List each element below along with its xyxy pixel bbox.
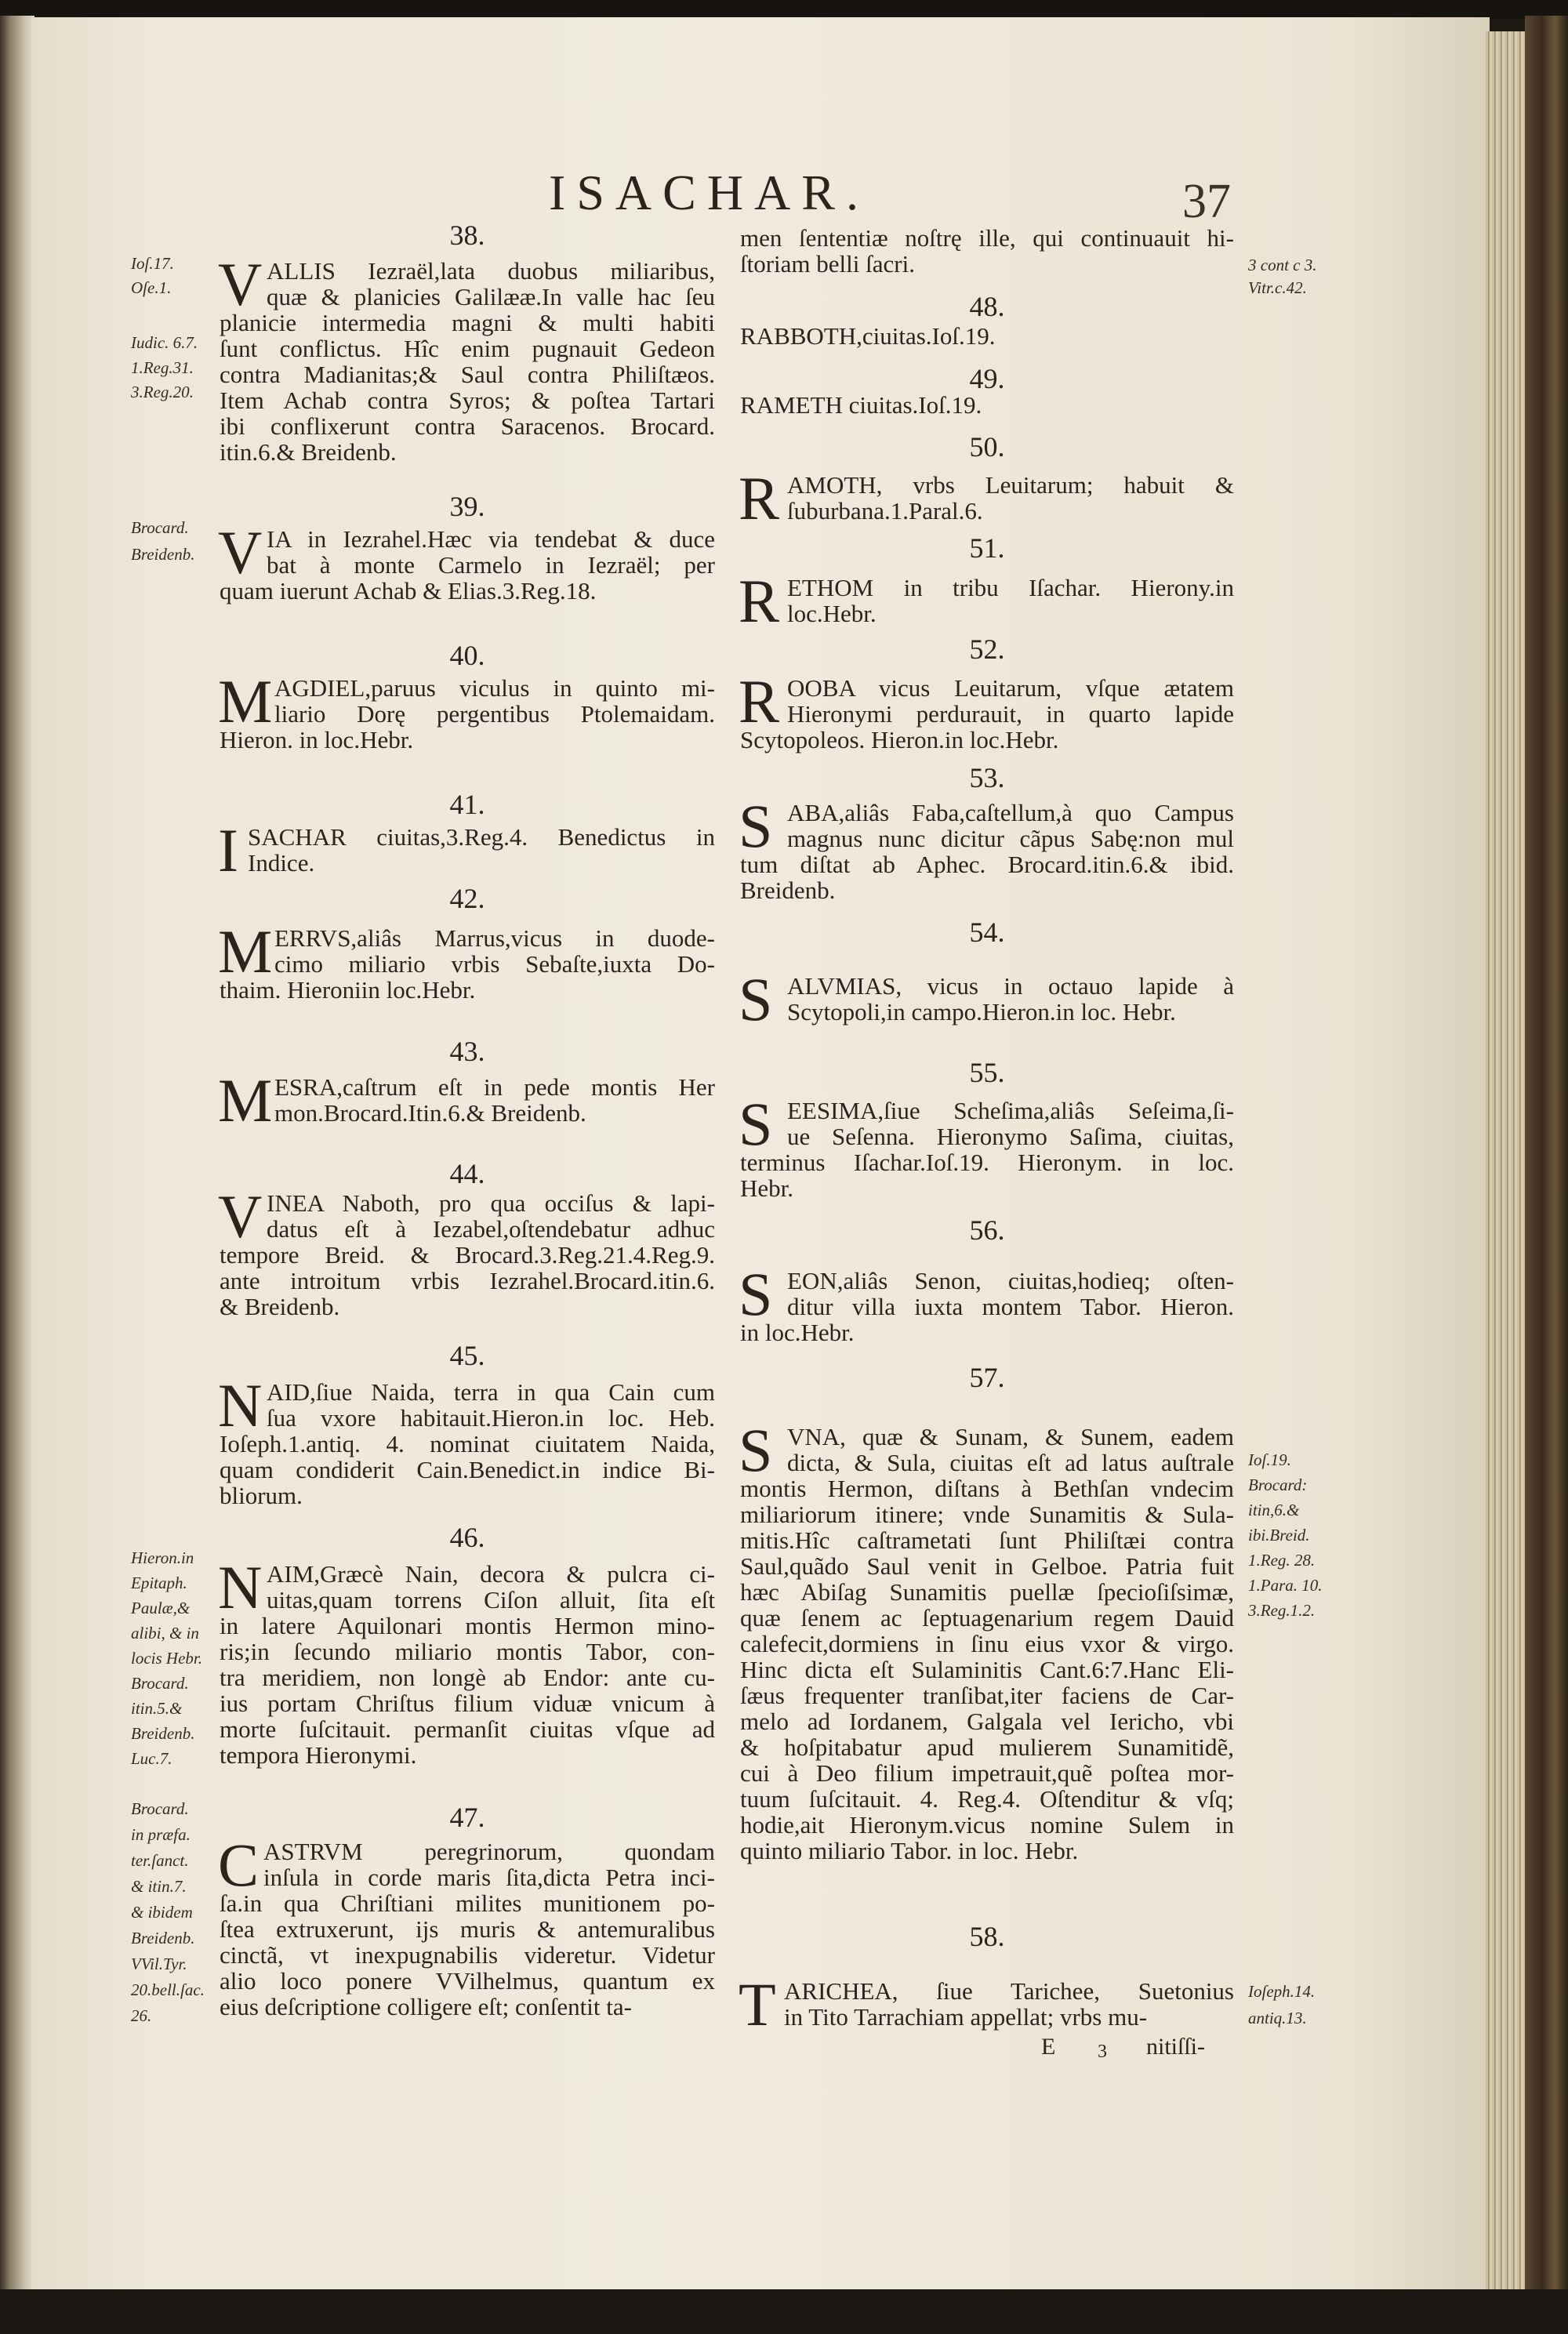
drop-cap-initial: T (739, 1970, 776, 2038)
text-line: Hebr. (740, 1174, 794, 1202)
margin-note: Breidenb. (131, 1929, 195, 1947)
margin-note: 1.Para. 10. (1248, 1576, 1323, 1595)
text-line: tum diſtat ab Aphec. Brocard.itin.6.& ibid. (740, 851, 1234, 878)
margin-note: in præfa. (131, 1825, 191, 1844)
text-line: montis Hermon, diſtans à Bethſan vndecim (740, 1475, 1234, 1502)
margin-note: 3.Reg.1.2. (1248, 1601, 1316, 1620)
text-line: EESIMA,ſiue Scheſima,aliâs Seſeima,ſi- (787, 1097, 1234, 1124)
text-line: Saul,quãdo Saul venit in Gelboe. Patria fuit (740, 1552, 1234, 1580)
drop-cap-initial: S (739, 1416, 773, 1484)
text-line: Item Achab contra Syros; & poſtea Tartari (220, 387, 715, 414)
text-line: ditur villa iuxta montem Tabor. Hieron. (787, 1293, 1234, 1320)
text-line: men ſententiæ noſtrę ille, qui continuauit hi- (740, 224, 1234, 252)
entry-number: 39. (449, 491, 485, 522)
text-line: OOBA vicus Leuitarum, vſque ætatem (787, 674, 1234, 702)
text-line: Breidenb. (740, 877, 836, 904)
text-line: eius deſcriptione colligere eſt; conſentit ta- (220, 1993, 632, 2020)
drop-cap-initial: S (739, 1260, 773, 1328)
text-line: loc.Hebr. (787, 600, 877, 627)
entry-number: 56. (969, 1214, 1005, 1246)
margin-note: Breidenb. (131, 1724, 195, 1743)
text-line: planicie intermedia magni & multi habiti (220, 309, 715, 336)
entry-number: 42. (449, 883, 485, 914)
entry-number: 41. (449, 789, 485, 820)
text-line: ius portam Chriſtus filium viduæ vnicum à (220, 1690, 715, 1717)
entry-number: 43. (449, 1036, 485, 1067)
text-line: ARICHEA, ſiue Tarichee, Suetonius (784, 1977, 1234, 2005)
text-line: Hieronymi perdurauit, in quarto lapide (787, 700, 1234, 728)
margin-note: Iudic. 6.7. (131, 333, 198, 352)
margin-note: & ibidem (131, 1903, 193, 1922)
margin-note: Hieron.in (131, 1548, 194, 1567)
drop-cap-initial: R (739, 567, 780, 635)
margin-note: Ioſeph.14. (1248, 1982, 1316, 2001)
text-line: ſæus frequenter tranſibat,iter faciens de Car- (740, 1682, 1234, 1709)
text-line: cimo miliario vrbis Sebaſte,iuxta Do- (274, 950, 715, 978)
entry-number: 40. (449, 640, 485, 671)
text-line: Hieron. in loc.Hebr. (220, 726, 414, 753)
text-line: calefecit,dormiens in ſinu eius vxor & virgo. (740, 1630, 1234, 1657)
drop-cap-initial: M (218, 917, 273, 986)
text-line: ALVMIAS, vicus in octauo lapide à (787, 972, 1234, 1000)
margin-note: Brocard. (131, 518, 189, 537)
margin-note: Paulæ,& (131, 1599, 191, 1617)
margin-note: antiq.13. (1248, 2009, 1307, 2027)
drop-cap-initial: M (218, 667, 273, 735)
text-line: AIM,Græcè Nain, decora & pulcra ci- (267, 1560, 715, 1588)
text-line: ſtoriam belli ſacri. (740, 250, 915, 278)
margin-note: 26. (131, 2006, 152, 2025)
drop-cap-initial: N (218, 1371, 263, 1439)
margin-note: Brocard. (131, 1799, 189, 1818)
scan-top-border (0, 0, 1568, 19)
catchword: nitiſſi- (1146, 2034, 1205, 2060)
text-line: ibi conflixerunt contra Saracenos. Brocard. (220, 412, 715, 440)
text-line: Hinc dicta eſt Sulaminitis Cant.6:7.Hanc Eli- (740, 1656, 1234, 1683)
text-line: ris;in ſecundo miliario montis Tabor, con- (220, 1638, 715, 1665)
signature-number: 3 (1098, 2042, 1107, 2062)
margin-note: ibi.Breid. (1248, 1526, 1310, 1545)
margin-note: ter.ſanct. (131, 1851, 189, 1870)
text-line: melo ad Iordanem, Galgala vel Iericho, vbi (740, 1708, 1234, 1735)
entry-number: 52. (969, 633, 1005, 665)
text-line: tempora Hieronymi. (220, 1741, 417, 1769)
margin-note: VVil.Tyr. (131, 1955, 187, 1973)
text-line: ſuburbana.1.Paral.6. (787, 497, 983, 525)
margin-note: 3.Reg.20. (131, 383, 194, 401)
running-head-title: ISACHAR. (549, 165, 869, 220)
drop-cap-initial: V (218, 250, 263, 318)
margin-note: Oſe.1. (131, 278, 172, 297)
margin-note: itin.5.& (131, 1699, 183, 1718)
page-number: 37 (1182, 175, 1231, 228)
text-line: & hoſpitabatur apud mulierem Sunamitidẽ, (740, 1733, 1234, 1761)
text-line: VNA, quæ & Sunam, & Sunem, eadem (787, 1423, 1234, 1450)
drop-cap-initial: S (739, 965, 773, 1033)
margin-note: Brocard: (1248, 1476, 1308, 1494)
text-line: tuum ſuſcitauit. 4. Reg.4. Oſtenditur & vſq; (740, 1785, 1234, 1813)
text-line: ſtea extruxerunt, ijs muris & antemuralibus (220, 1915, 715, 1943)
text-line: & Breidenb. (220, 1293, 340, 1320)
text-line: ABA,aliâs Faba,caſtellum,à quo Campus (787, 799, 1234, 826)
text-line: ſa.in qua Chriſtiani milites munitionem po- (220, 1889, 715, 1917)
text-line: RABBOTH,ciuitas.Ioſ.19. (740, 322, 996, 350)
text-line: SACHAR ciuitas,3.Reg.4. Benedictus in (248, 823, 715, 851)
text-line: alio loco ponere VVilhelmus, quantum ex (220, 1967, 715, 1995)
text-line: magnus nunc dicitur cãpus Sabę:non mul (787, 825, 1234, 852)
text-line: ERRVS,aliâs Marrus,vicus in duode- (274, 924, 715, 952)
entry-number: 57. (969, 1362, 1005, 1393)
drop-cap-initial: R (739, 464, 780, 532)
margin-note: & itin.7. (131, 1877, 187, 1896)
text-line: bliorum. (220, 1482, 303, 1509)
margin-note: Vitr.c.42. (1248, 278, 1307, 297)
drop-cap-initial: S (739, 792, 773, 860)
text-line: liario Dorę pergentibus Ptolemaidam. (274, 700, 715, 728)
text-line: contra Madianitas;& Saul contra Philiſtæos. (220, 361, 715, 388)
facing-page-edge (0, 16, 34, 2334)
text-line: tra meridiem, non longè ab Endor: ante cu- (220, 1664, 715, 1691)
text-line: in Tito Tarrachiam appellat; vrbs mu- (784, 2003, 1148, 2031)
text-line: thaim. Hieroniin loc.Hebr. (220, 976, 476, 1004)
text-line: tempore Breid. & Brocard.3.Reg.21.4.Reg.9. (220, 1241, 715, 1269)
margin-note: 1.Reg.31. (131, 358, 194, 377)
margin-note: itin,6.& (1248, 1501, 1300, 1519)
entry-number: 47. (449, 1802, 485, 1833)
text-line: cinctã, vt inexpugnabilis videretur. Videtur (220, 1941, 715, 1969)
text-line: ETHOM in tribu Iſachar. Hierony.in (787, 574, 1234, 601)
text-line: ESRA,caſtrum eſt in pede montis Her (274, 1073, 715, 1101)
text-line: quinto miliario Tabor. in loc. Hebr. (740, 1837, 1079, 1864)
text-line: ſunt conflictus. Hîc enim pugnauit Gedeon (220, 335, 715, 362)
entry-number: 54. (969, 917, 1005, 948)
text-line: AMOTH, vrbs Leuitarum; habuit & (787, 471, 1234, 499)
margin-note: alibi, & in (131, 1624, 199, 1643)
text-line: miliariorum itinere; vnde Sunamitis & Sula- (740, 1501, 1234, 1528)
text-line: AID,ſiue Naida, terra in qua Cain cum (267, 1378, 715, 1406)
drop-cap-initial: I (218, 816, 238, 884)
text-line: INEA Naboth, pro qua occiſus & lapi- (267, 1189, 715, 1217)
text-line: Scytopoleos. Hieron.in loc.Hebr. (740, 726, 1059, 753)
text-line: in latere Aquilonari montis Hermon mino- (220, 1612, 715, 1639)
text-line: quæ ſenem ac ſeptuagenarium regem Dauid (740, 1604, 1234, 1632)
text-line: ASTRVM peregrinorum, quondam (263, 1838, 715, 1865)
signature-mark: E (1041, 2034, 1056, 2060)
text-line: mon.Brocard.Itin.6.& Breidenb. (274, 1099, 586, 1127)
text-line: Scytopoli,in campo.Hieron.in loc. Hebr. (787, 998, 1176, 1025)
text-line: in loc.Hebr. (740, 1319, 855, 1346)
text-line: ALLIS Iezraël,lata duobus miliaribus, (267, 257, 715, 285)
drop-cap-initial: N (218, 1553, 263, 1621)
text-line: mitis.Hîc caſtrametati ſunt Philiſtæi contra (740, 1526, 1234, 1554)
drop-cap-initial: V (218, 518, 263, 586)
entry-number: 50. (969, 431, 1005, 463)
margin-note: Breidenb. (131, 545, 195, 564)
text-line: Ioſeph.1.antiq. 4. nominat ciuitatem Naida, (220, 1430, 715, 1457)
text-line: morte ſuſcitauit. permanſit ciuitas vſque ad (220, 1715, 715, 1743)
text-line: quam iuerunt Achab & Elias.3.Reg.18. (220, 577, 597, 604)
drop-cap-initial: V (218, 1182, 263, 1250)
margin-note: locis Hebr. (131, 1649, 202, 1668)
text-line: EON,aliâs Senon, ciuitas,hodieq; oſten- (787, 1267, 1234, 1294)
text-line: hæc Abiſag Sunamitis puellæ ſpecioſiſsimæ, (740, 1578, 1234, 1606)
text-line: hodie,ait Hieronym.vicus nomine Sulem in (740, 1811, 1234, 1839)
entry-number: 49. (969, 363, 1005, 394)
drop-cap-initial: S (739, 1090, 773, 1158)
entry-number: 38. (449, 220, 485, 251)
margin-note: Epitaph. (131, 1574, 187, 1592)
text-line: terminus Iſachar.Ioſ.19. Hieronym. in loc. (740, 1149, 1234, 1176)
text-line: inſula in corde maris ſita,dicta Petra inci- (263, 1864, 715, 1891)
entry-number: 58. (969, 1921, 1005, 1952)
text-line: itin.6.& Breidenb. (220, 438, 397, 466)
drop-cap-initial: C (218, 1831, 260, 1899)
margin-note: 1.Reg. 28. (1248, 1551, 1316, 1570)
margin-note: Ioſ.17. (131, 254, 174, 273)
margin-note: Ioſ.19. (1248, 1450, 1291, 1469)
margin-note: 20.bell.ſac. (131, 1980, 205, 1999)
text-line: Indice. (248, 849, 315, 877)
margin-note: Brocard. (131, 1674, 189, 1693)
text-line: dicta, & Sula, ciuitas eſt ad latus auſtrale (787, 1449, 1234, 1476)
entry-number: 51. (969, 532, 1005, 564)
entry-number: 55. (969, 1057, 1005, 1088)
text-line: ante introitum vrbis Iezrahel.Brocard.itin.6. (220, 1267, 715, 1294)
text-line: RAMETH ciuitas.Ioſ.19. (740, 391, 982, 419)
text-line: bat à monte Carmelo in Iezraël; per (267, 551, 715, 579)
text-line: cui à Deo filium impetrauit,quẽ poſtea mor- (740, 1759, 1234, 1787)
entry-number: 44. (449, 1158, 485, 1189)
text-line: quam condiderit Cain.Benedict.in indice Bi- (220, 1456, 715, 1483)
text-line: IA in Iezrahel.Hæc via tendebat & duce (267, 525, 715, 553)
entry-number: 45. (449, 1340, 485, 1371)
scan-bottom-border (0, 2289, 1568, 2334)
margin-note: Luc.7. (131, 1749, 172, 1768)
drop-cap-initial: M (218, 1066, 273, 1134)
drop-cap-initial: R (739, 667, 780, 735)
book-binding (1525, 16, 1568, 2334)
text-line: datus eſt à Iezabel,oſtendebatur adhuc (267, 1215, 715, 1243)
text-line: quæ & planicies Galilææ.In valle hac ſeu (267, 283, 715, 310)
margin-note: 3 cont c 3. (1248, 256, 1317, 274)
entry-number: 46. (449, 1522, 485, 1553)
text-line: AGDIEL,paruus viculus in quinto mi- (274, 674, 715, 702)
text-line: ue Seſenna. Hieronymo Saſima, ciuitas, (787, 1123, 1234, 1150)
entry-number: 48. (969, 291, 1005, 322)
text-line: uitas,quam torrens Ciſon alluit, ſita eſt (267, 1586, 715, 1613)
entry-number: 53. (969, 762, 1005, 793)
page-fore-edge (1486, 31, 1525, 2289)
text-line: ſua vxore habitauit.Hieron.in loc. Heb. (267, 1404, 715, 1432)
